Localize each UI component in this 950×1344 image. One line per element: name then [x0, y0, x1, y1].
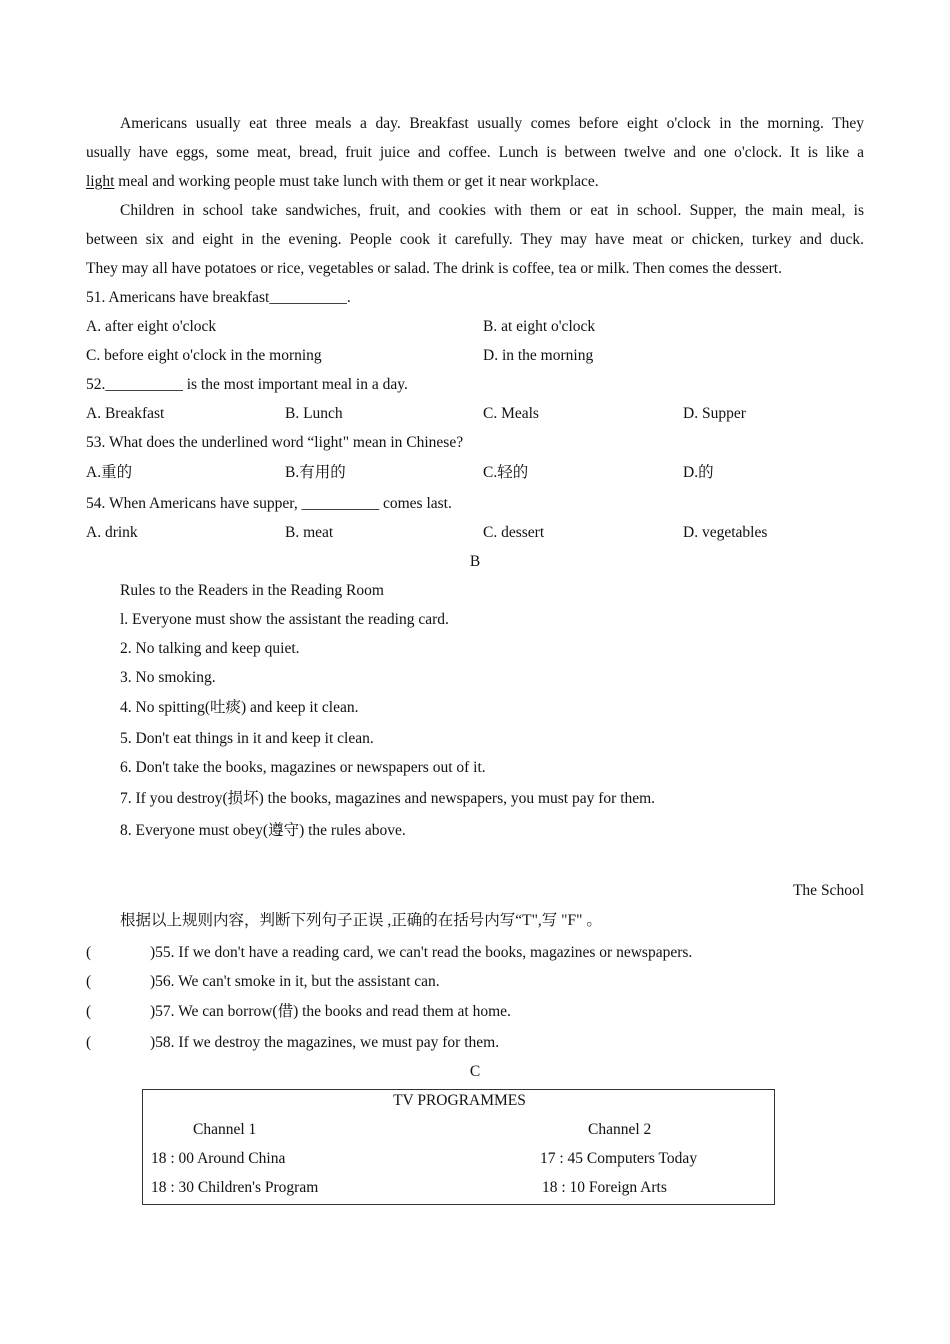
channel-1-header: Channel 1	[193, 1121, 257, 1138]
q52-option-b: B. Lunch	[285, 405, 343, 422]
rule-1: l. Everyone must show the assistant the reading card.	[120, 611, 449, 628]
rule-7: 7. If you destroy(损坏) the books, magazines and newspapers, you must pay for them.	[120, 790, 656, 807]
q53-option-c: C.轻的	[483, 464, 529, 481]
q51-option-c: C. before eight o'clock in the morning	[86, 347, 322, 364]
tf-57-text: )57. We can borrow(借) the books and read them at home.	[150, 1003, 511, 1020]
tf-instruction: 根据以上规则内容，判断下列句子正误 ,正确的在括号内写“T",写 "F" 。	[120, 912, 602, 929]
q54-option-a: A. drink	[86, 524, 138, 541]
q54-option-d: D. vegetables	[683, 524, 768, 541]
tf-56-paren: (	[86, 973, 92, 990]
rule-5: 5. Don't eat things in it and keep it clean.	[120, 730, 374, 747]
question-54: 54. When Americans have supper, __________ comes last.	[86, 495, 452, 512]
signature-the-school: The School	[792, 882, 864, 899]
q54-option-c: C. dessert	[483, 524, 545, 541]
q52-option-a: A. Breakfast	[86, 405, 165, 422]
passage-a-line-5: between six and eight in the evening. People cook it carefully. They may have meat or chicken, turkey and duck.	[86, 231, 864, 248]
q52-option-d: D. Supper	[683, 405, 746, 422]
channel-2-item-1: 17 : 45 Computers Today	[540, 1150, 698, 1167]
q53-option-d: D.的	[683, 464, 714, 481]
tf-57-paren: (	[86, 1003, 92, 1020]
channel-2-item-2: 18 : 10 Foreign Arts	[542, 1179, 667, 1196]
q51-option-d: D. in the morning	[483, 347, 594, 364]
passage-a-line-6: They may all have potatoes or rice, vegetables or salad. The drink is coffee, tea or milk. Then comes the dessert.	[86, 260, 782, 277]
tf-58-text: )58. If we destroy the magazines, we must pay for them.	[150, 1034, 500, 1051]
rule-6: 6. Don't take the books, magazines or newspapers out of it.	[120, 759, 486, 776]
rules-title: Rules to the Readers in the Reading Room	[120, 582, 384, 599]
q53-option-a: A.重的	[86, 464, 133, 481]
tf-56-text: )56. We can't smoke in it, but the assistant can.	[150, 973, 440, 990]
channel-1-item-2: 18 : 30 Children's Program	[151, 1179, 319, 1196]
passage-a-line-4: Children in school take sandwiches, fruit, and cookies with them or eat in school. Supper, the main meal, is	[120, 202, 864, 219]
tf-55-text: )55. If we don't have a reading card, we can't read the books, magazines or newspapers.	[150, 944, 693, 961]
channel-2-header: Channel 2	[588, 1121, 652, 1138]
underlined-word-light: light	[86, 173, 115, 190]
tv-programmes-table	[142, 1089, 775, 1205]
section-c-label: C	[469, 1063, 481, 1080]
q52-option-c: C. Meals	[483, 405, 539, 422]
question-53: 53. What does the underlined word “light" mean in Chinese?	[86, 434, 464, 451]
rule-8: 8. Everyone must obey(遵守) the rules above.	[120, 822, 406, 839]
q53-option-b: B.有用的	[285, 464, 346, 481]
section-b-label: B	[469, 553, 481, 570]
passage-a-line-1: Americans usually eat three meals a day. Breakfast usually comes before eight o'clock in the morning. They	[120, 115, 864, 132]
passage-a-line-3-rest: meal and working people must take lunch with them or get it near workplace.	[114, 173, 599, 190]
tf-55-paren: (	[86, 944, 92, 961]
rule-3: 3. No smoking.	[120, 669, 216, 686]
q54-option-b: B. meat	[285, 524, 334, 541]
question-52: 52.__________ is the most important meal in a day.	[86, 376, 408, 393]
question-51: 51. Americans have breakfast__________.	[86, 289, 351, 306]
q51-option-b: B. at eight o'clock	[483, 318, 596, 335]
passage-a-line-3	[86, 172, 599, 192]
passage-a-line-2: usually have eggs, some meat, bread, fruit juice and coffee. Lunch is between twelve and one o'clock. It is like a	[86, 144, 864, 161]
tv-table-title: TV PROGRAMMES	[393, 1092, 526, 1109]
q51-option-a: A. after eight o'clock	[86, 318, 217, 335]
tf-58-paren: (	[86, 1034, 92, 1051]
rule-4: 4. No spitting(吐痰) and keep it clean.	[120, 699, 359, 716]
channel-1-item-1: 18 : 00 Around China	[151, 1150, 286, 1167]
rule-2: 2. No talking and keep quiet.	[120, 640, 300, 657]
